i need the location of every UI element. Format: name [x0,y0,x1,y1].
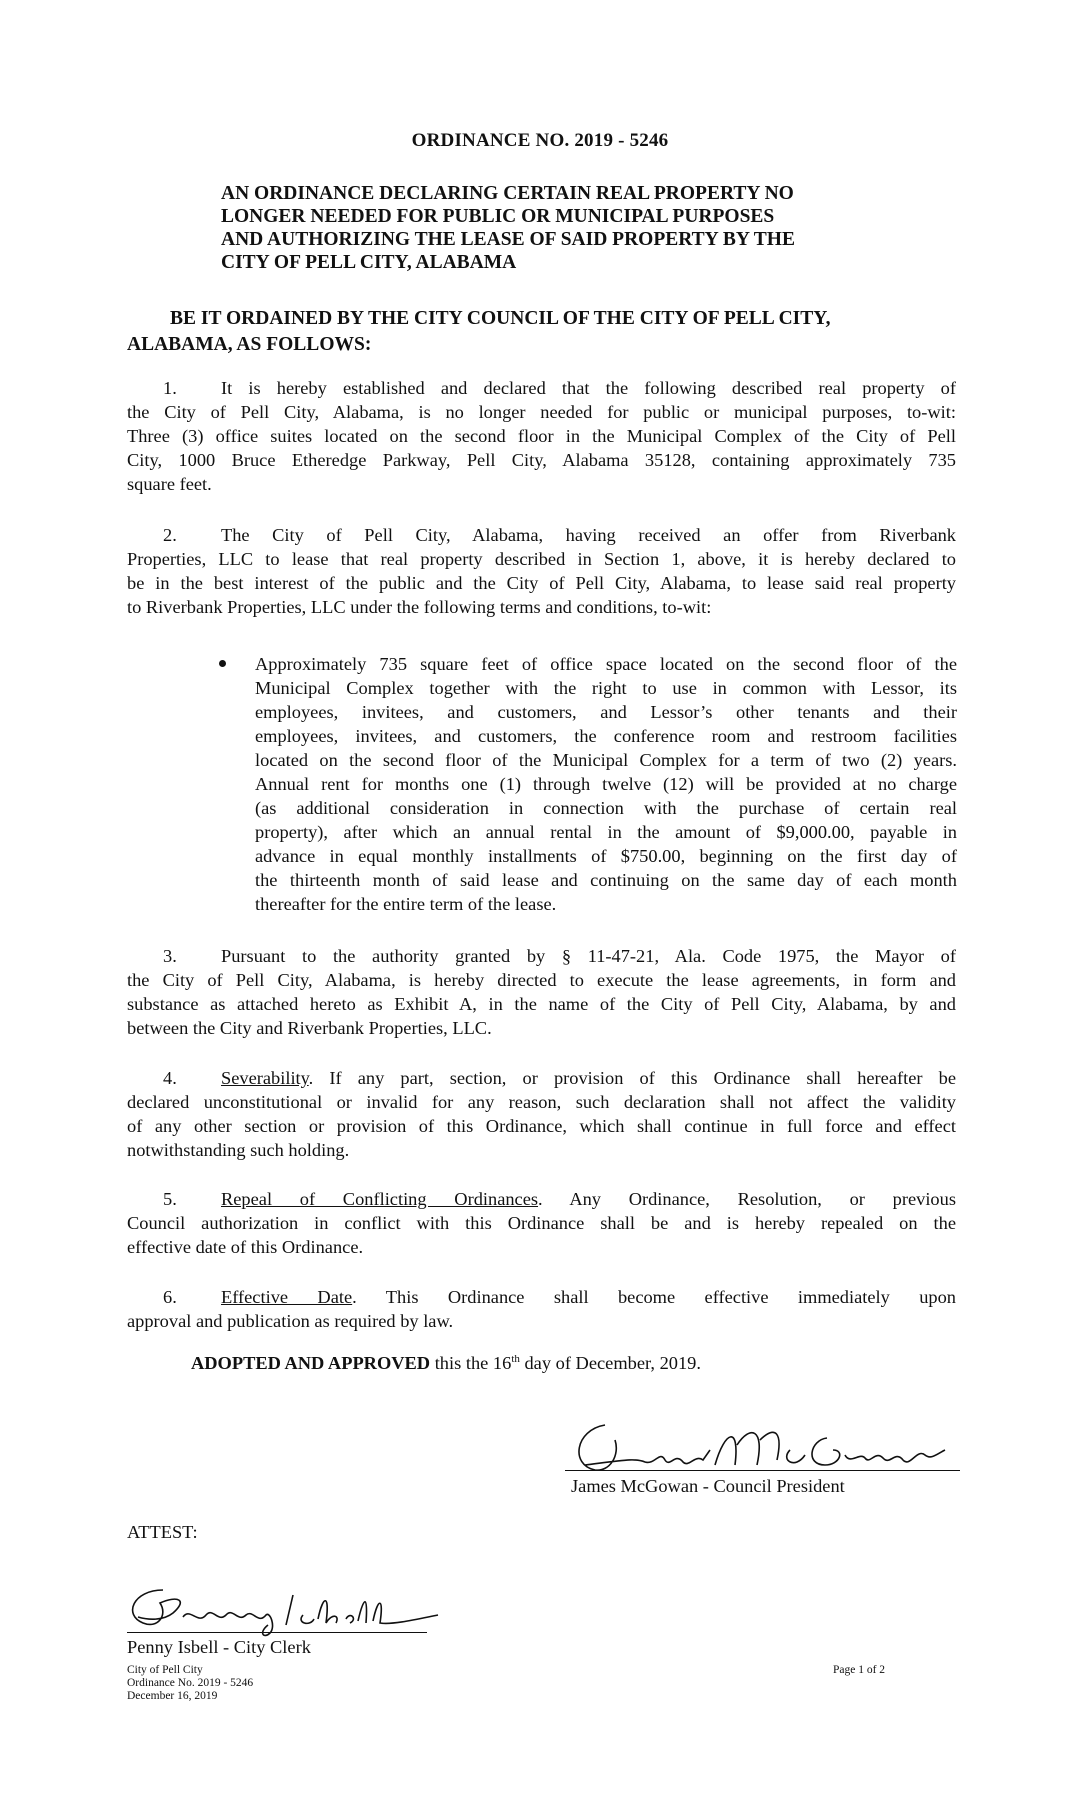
attest-label: ATTEST: [127,1522,198,1542]
section-text: Three (3) office suites located on the second floor in the Municipal Complex of the City of Pell [127,426,956,446]
section-text: It is hereby established and declared that the following described real property of [221,378,956,398]
heading-line: CITY OF PELL CITY, ALABAMA [221,252,517,273]
section-number: 4. [163,1068,177,1088]
president-name: James McGowan - Council President [571,1476,845,1496]
section-text: notwithstanding such holding. [127,1140,350,1160]
section-heading: Severability [221,1068,309,1088]
bullet-text: (as additional consideration in connection with the purchase of certain real [255,798,957,818]
section-text: . This Ordinance shall become effective immediately upon [352,1287,956,1307]
section-heading: Repeal of Conflicting Ordinances [221,1189,539,1209]
bullet-text: Annual rent for months one (1) through twelve (12) will be provided at no charge [255,774,957,794]
section-text: between the City and Riverbank Properties, LLC. [127,1018,492,1038]
section-text: The City of Pell City, Alabama, having received an offer from Riverbank [221,525,956,545]
bullet-text: employees, invitees, and customers, the conference room and restroom facilities [255,726,957,746]
bullet-text: the thirteenth month of said lease and continuing on the same day of each month [255,870,957,890]
footer-line: December 16, 2019 [127,1690,218,1702]
bullet-text: property), after which an annual rental in the amount of $9,000.00, payable in [255,822,957,842]
section-text: be in the best interest of the public and the City of Pell City, Alabama, to lease said real property [127,573,956,593]
section-number: 1. [163,378,177,398]
section-number: 2. [163,525,177,545]
section-number: 6. [163,1287,177,1307]
section-text: the City of Pell City, Alabama, is no longer needed for public or municipal purposes, to-wit: [127,402,956,422]
adoption-statement [191,1353,701,1374]
section-text: Council authorization in conflict with this Ordinance shall be and is hereby repealed on the [127,1213,956,1233]
section-heading: Effective Date [221,1287,353,1307]
section-text: declared unconstitutional or invalid for any reason, such declaration shall not affect the validity [127,1092,956,1112]
ordinance-title: ORDINANCE NO. 2019 - 5246 [411,130,669,151]
ordinal-suffix: th [511,1353,520,1365]
bullet-text: Municipal Complex together with the right to use in common with Lessor, its [255,678,957,698]
section-text: . Any Ordinance, Resolution, or previous [538,1189,956,1209]
section-text: City, 1000 Bruce Etheredge Parkway, Pell City, Alabama 35128, containing approximately 735 [127,450,956,470]
bullet-text: thereafter for the entire term of the lease. [255,894,557,914]
adoption-text: this the 16 [430,1353,512,1373]
section-text: effective date of this Ordinance. [127,1237,364,1257]
signature-line [565,1470,960,1471]
section-number: 5. [163,1189,177,1209]
section-number: 3. [163,946,177,966]
section-4 [127,1066,956,1162]
section-text: Pursuant to the authority granted by § 11-47-21, Ala. Code 1975, the Mayor of [221,946,956,966]
clerk-name: Penny Isbell - City Clerk [127,1637,311,1657]
bullet-text: advance in equal monthly installments of $750.00, beginning on the first day of [255,846,957,866]
section-text: the City of Pell City, Alabama, is hereby directed to execute the lease agreements, in form and [127,970,956,990]
page-number: Page 1 of 2 [833,1664,886,1676]
section-text: Properties, LLC to lease that real property described in Section 1, above, it is hereby declared to [127,549,956,569]
section-1 [127,376,956,496]
section-5 [127,1187,956,1259]
bullet-text: employees, invitees, and customers, and Lessor’s other tenants and their [255,702,957,722]
document-footer [127,1664,253,1703]
section-text: approval and publication as required by law. [127,1311,454,1331]
signature-line [127,1632,427,1633]
heading-line: AN ORDINANCE DECLARING CERTAIN REAL PROPERTY NO [221,183,794,204]
ordained-clause [127,306,957,358]
ordained-line: ALABAMA, AS FOLLOWS: [127,334,372,355]
ordinance-heading [221,182,871,274]
clerk-signature [118,1575,458,1645]
section-3 [127,944,956,1040]
section-text: substance as attached hereto as Exhibit A, in the name of the City of Pell City, Alabama, by and [127,994,956,1014]
section-text: of any other section or provision of this Ordinance, which shall continue in full force and effect [127,1116,956,1136]
ordained-line: BE IT ORDAINED BY THE CITY COUNCIL OF THE CITY OF PELL CITY, [170,308,831,329]
footer-line: Ordinance No. 2019 - 5246 [127,1677,254,1689]
bullet-dot-icon [219,660,226,667]
section-text: . If any part, section, or provision of this Ordinance shall hereafter be [308,1068,956,1088]
adoption-text: day of December, 2019. [519,1353,701,1373]
section-6 [127,1285,956,1333]
footer-line: City of Pell City [127,1664,203,1676]
section-2 [127,523,956,619]
section-text: square feet. [127,474,212,494]
heading-line: LONGER NEEDED FOR PUBLIC OR MUNICIPAL PURPOSES [221,206,775,227]
section-text: to Riverbank Properties, LLC under the following terms and conditions, to-wit: [127,597,712,617]
adoption-bold: ADOPTED AND APPROVED [191,1353,431,1373]
lease-terms-bullet [255,652,957,916]
heading-line: AND AUTHORIZING THE LEASE OF SAID PROPERTY BY THE [221,229,795,250]
bullet-text: located on the second floor of the Municipal Complex for a term of two (2) years. [255,750,957,770]
bullet-text: Approximately 735 square feet of office space located on the second floor of the [255,654,957,674]
